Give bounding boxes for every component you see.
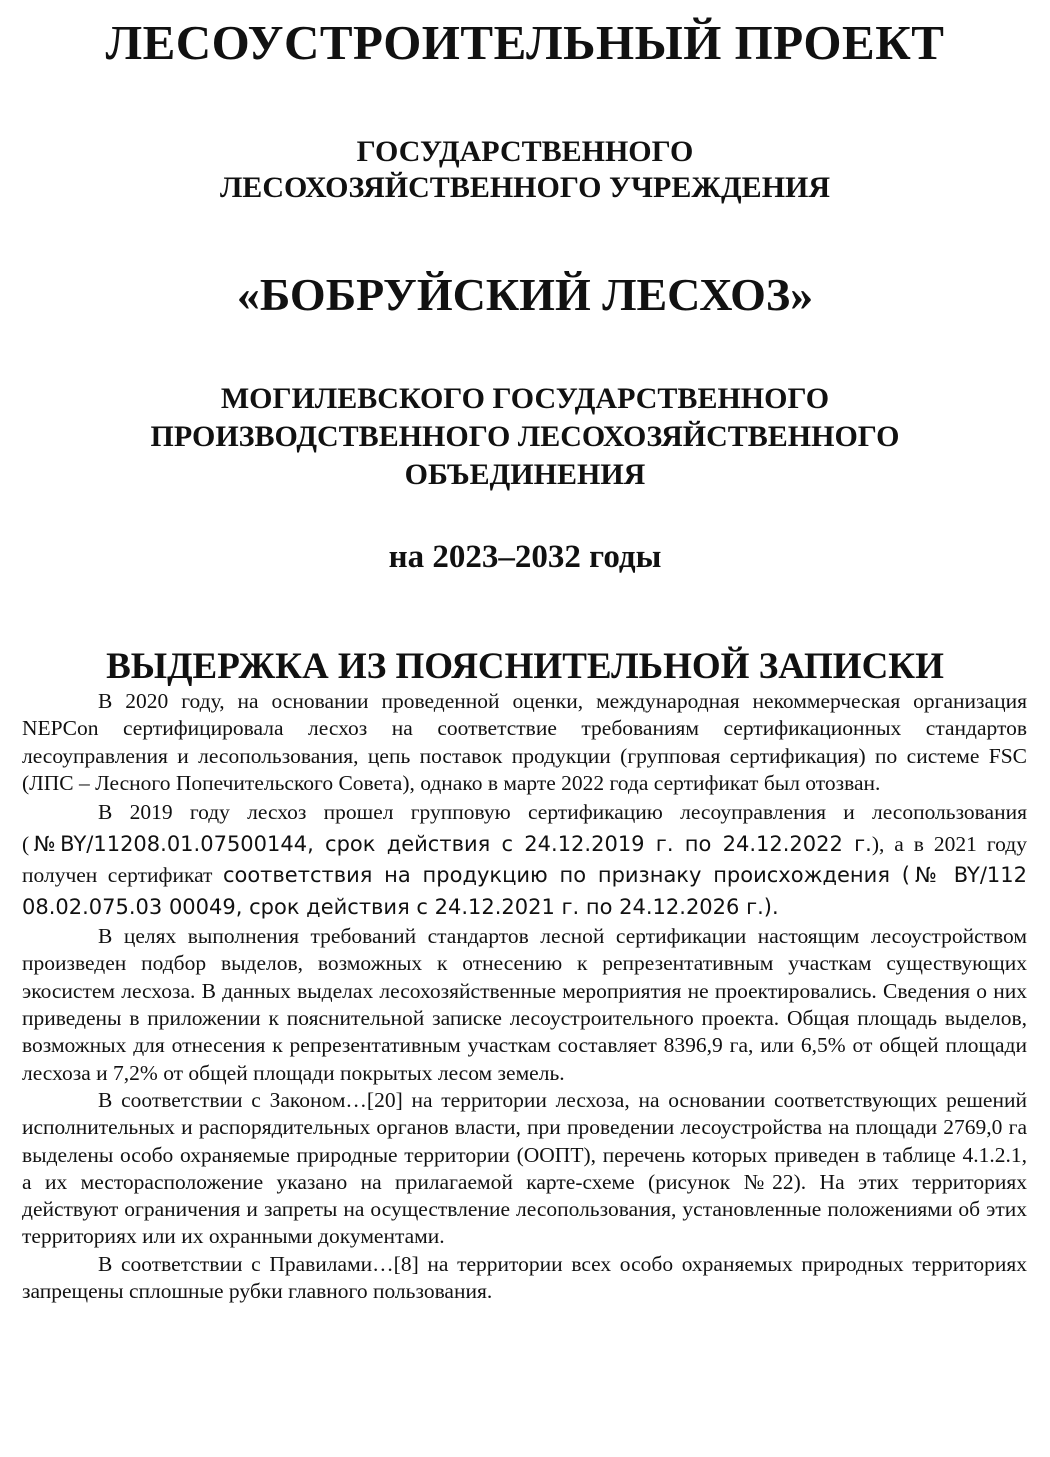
paragraph-felling-restrictions: В соответствии с Правилами…[8] на территории всех особо охраняемых природных территориях запрещены сплошные рубки главного пользования.	[22, 1251, 1027, 1304]
certificate-number: №BY/11208.01.07500144, срок действия с 24.12.2019 г. по 24.12.2022 г.	[29, 831, 872, 856]
explanatory-note-body	[22, 688, 1027, 1305]
origin-certificate: соответствия на продукцию по признаку происхождения (№ BY/112 08.02.075.03 00049, срок действия с 24.12.2021 г. по 24.12.2026 г.).	[22, 863, 1027, 919]
parent-organization-line-2: ПРОИЗВОДСТВЕННОГО ЛЕСОХОЗЯЙСТВЕННОГО	[150, 420, 900, 453]
paragraph-text: ), а в 2021 году получен сертификат	[22, 831, 1027, 888]
organization-type-line-2: ЛЕСОХОЗЯЙСТВЕННОГО УЧРЕЖДЕНИЯ	[219, 171, 831, 204]
paragraph-certification-2019	[22, 797, 1027, 923]
organization-name: «БОБРУЙСКИЙ ЛЕСХОЗ»	[236, 269, 814, 320]
paragraph-protected-areas: В соответствии с Законом…[20] на территории лесхоза, на основании соответствующих решений исполнительных и распорядительных органов власти, при проведении лесоустройства на площади 2769,0 га выделены особо охраняемые природные территории (ООПТ), перечень которых приведен в таблице 4.1.2.1, а их месторасположение указано на прилагаемой карте-схеме (рисунок №22). На этих территориях действуют ограничения и запреты на осуществление лесопользования, установленные положениями об этих территориях или их охранными документами.	[22, 1087, 1027, 1249]
project-period: на 2023–2032 годы	[388, 539, 662, 575]
document-title: ЛЕСОУСТРОИТЕЛЬНЫЙ ПРОЕКТ	[105, 15, 945, 70]
parent-organization-line-3: ОБЪЕДИНЕНИЯ	[404, 458, 646, 491]
organization-type-line-1: ГОСУДАРСТВЕННОГО	[356, 135, 694, 168]
organization-type	[0, 134, 1050, 206]
paragraph-text: В 2019 году лесхоз прошел групповую сертификацию лесоуправления и лесопользования (	[22, 800, 1027, 856]
parent-organization	[0, 380, 1050, 494]
paragraph-representative-plots: В целях выполнения требований стандартов лесной сертификации настоящим лесоустройством произведен подбор выделов, возможных к отнесению к репрезентативным участкам существующих экосистем лесхоза. В данных выделах лесохозяйственные мероприятия не проектировались. Сведения о них приведены в приложении к пояснительной записке лесоустроительного проекта. Общая площадь выделов, возможных для отнесения к репрезентативным участкам составляет 8396,9 га, или 6,5% от общей площади лесхоза и 7,2% от общей площади покрытых лесом земель.	[22, 924, 1027, 1085]
paragraph-certification-2020: В 2020 году, на основании проведенной оценки, международная некоммерческая организация NEPCon сертифицировала лесхоз на соответствие требованиям сертификационных стандартов лесоуправления и лесопользования, цепь поставок продукции (групповая сертификация) по системе FSC (ЛПС – Лесного Попечительского Совета), однако в марте 2022 года сертификат был отозван.	[22, 689, 1027, 795]
section-title: ВЫДЕРЖКА ИЗ ПОЯСНИТЕЛЬНОЙ ЗАПИСКИ	[106, 646, 944, 687]
parent-organization-line-1: МОГИЛЕВСКОГО ГОСУДАРСТВЕННОГО	[220, 382, 830, 415]
